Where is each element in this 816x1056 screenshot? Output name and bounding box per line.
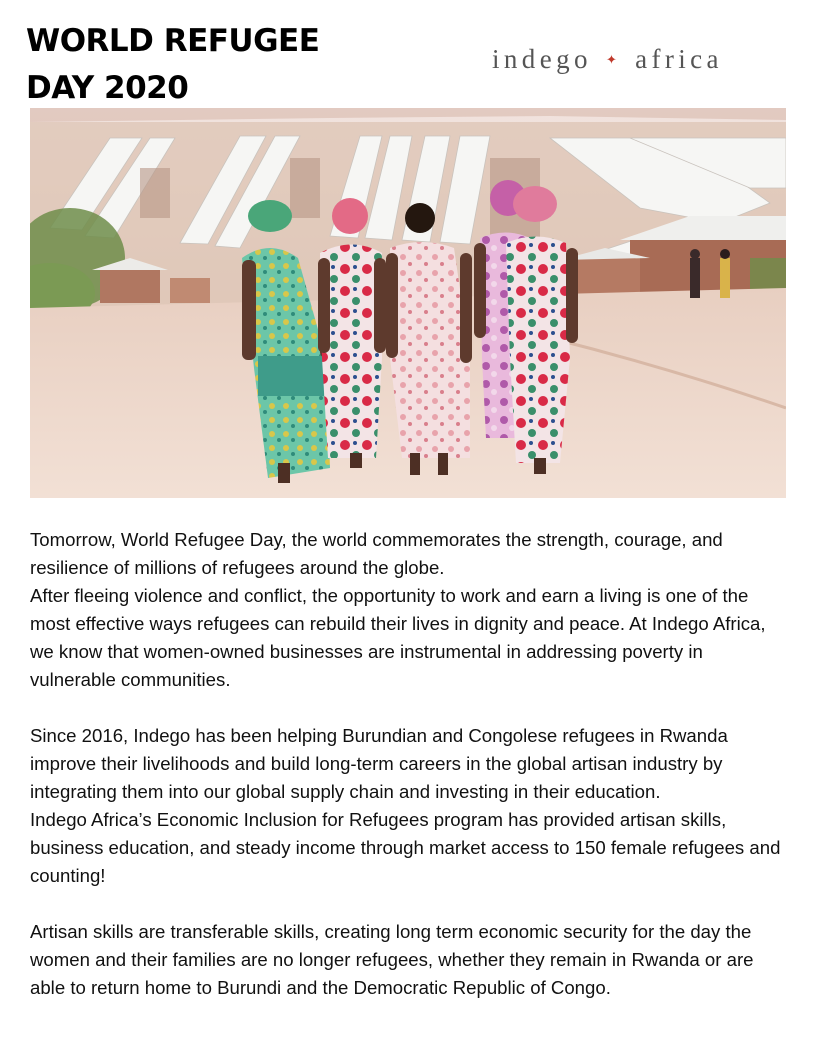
star-icon: ✦ — [606, 51, 617, 67]
paragraph-2 — [30, 722, 790, 890]
paragraph-3-sentence-1: Artisan skills are transferable skills, creating long term economic security for the day the women and their families are no longer refugees, whether they remain in Rwanda or are able to return home to Burundi and the Democratic Republic of Congo. — [30, 921, 754, 998]
page-title — [26, 18, 319, 112]
logo-text-left: indego — [492, 44, 592, 74]
logo-text-right: africa — [635, 44, 723, 74]
paragraph-3 — [30, 918, 790, 1002]
indego-africa-logo — [492, 44, 723, 75]
paragraph-1-sentence-2: After fleeing violence and conflict, the opportunity to work and earn a living is one of the most effective ways refugees can rebuild their lives in dignity and peace. At Indego Africa, we know that women-owned businesses are instrumental in addressing poverty in vulnerable communities. — [30, 585, 766, 690]
paragraph-2-sentence-2: Indego Africa’s Economic Inclusion for Refugees program has provided artisan skills, business education, and steady income through market access to 150 female refugees and counting! — [30, 809, 781, 886]
article-body — [30, 526, 790, 1030]
paragraph-1-sentence-1: Tomorrow, World Refugee Day, the world commemorates the strength, courage, and resilience of millions of refugees around the globe. — [30, 529, 723, 578]
title-line-1: WORLD REFUGEE — [26, 23, 320, 59]
paragraph-1 — [30, 526, 790, 694]
title-line-2: DAY 2020 — [26, 70, 189, 106]
paragraph-2-sentence-1: Since 2016, Indego has been helping Burundian and Congolese refugees in Rwanda improve their livelihoods and build long-term careers in the global artisan industry by integrating them into our global supply chain and investing in their education. — [30, 725, 728, 802]
hero-photo — [30, 108, 786, 498]
hero-photo-illustration — [30, 108, 786, 498]
